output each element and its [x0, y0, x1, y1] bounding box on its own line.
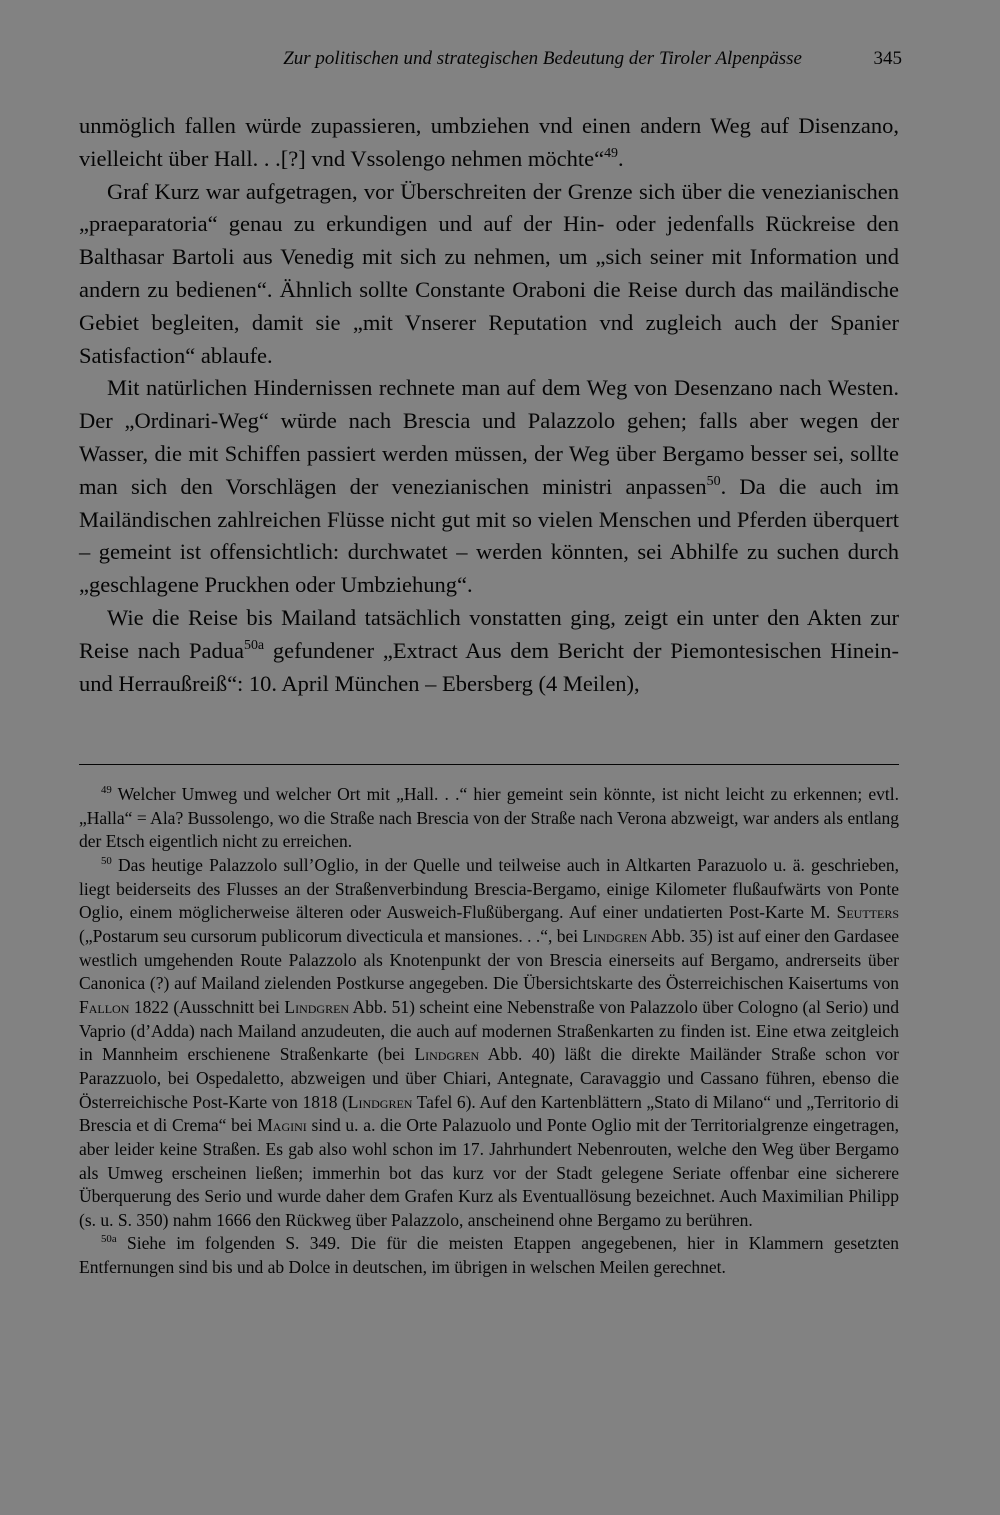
- paragraph-1: unmöglich fallen würde zupassieren, umbziehen vnd einen andern Weg auf Disenzano, vielleicht über Hall. . .[?] vnd Vssolengo nehmen möchte“$^{49}$.: [79, 113, 899, 171]
- paragraph-2: Graf Kurz war aufgetragen, vor Überschreiten der Grenze sich über die venezianischen „praeparatoria“ genau zu erkundigen und auf der Hin- oder jedenfalls Rückreise den Balthasar Bartoli aus Venedig mit sich zu nehmen, um „sich seiner mit Information und andern zu bedienen“. Ähnlich sollte Constante Oraboni die Reise durch das mailändische Gebiet begleiten, damit sie „mit Vnserer Reputation vnd zugleich auch der Spanier Satisfaction“ ablaufe.: [79, 178, 899, 368]
- author-lindgren: Lindgren: [284, 996, 350, 1017]
- footnotes: [79, 783, 899, 1280]
- footnote-50: $^{50}$ Das heutige Palazzolo sull’Oglio, in der Quelle und teilweise auch in Altkarten Parazuolo u. ä. geschrieben, liegt beiderseits des Flusses an der Straßenverbindung Brescia-Bergamo, einige Kilometer flußaufwärts von Ponte Oglio, einem möglicherweise älteren oder Ausweich-Flußübergang. Auf einer undatierten Post-Karte M. Seutters („Postarum seu cursorum publicorum divecticula et mansiones. . .“, bei Lindgren Abb. 35) ist auf einer den Gardasee westlich umgehenden Route Palazzolo als Knotenpunkt der von Brescia einerseits auf Bergamo, andrerseits über Canonica (?) auf Mailand zielenden Postkurse angegeben. Die Übersichtskarte des Österreichischen Kaisertums von Fallon 1822 (Ausschnitt bei Lindgren Abb. 51) scheint eine Nebenstraße von Palazzolo über Cologno (al Serio) und Vaprio (d’Adda) nach Mailand anzudeuten, die auch auf modernen Straßenkarten zu finden ist. Eine etwa zeitgleich in Mannheim erschienene Straßenkarte (bei Lindgren Abb. 40) läßt die direkte Mailänder Straße schon vor Parazzuolo, bei Ospedaletto, abzweigen und über Chiari, Antegnate, Caravaggio und Cassano führen, ebenso die Österreichische Post-Karte von 1818 (Lindgren Tafel 6). Auf den Kartenblättern „Stato di Milano“ und „Territorio di Brescia et di Crema“ bei Magini sind u. a. die Orte Palazuolo und Ponte Oglio mit der Territorialgrenze eingetragen, aber leider keine Straßen. Es gab also wohl schon im 17. Jahrhundert Nebenrouten, welche den Weg über Bergamo als Umweg erscheinen ließen; immerhin bot das kurz vor der Stadt gelegene Seriate offenbar eine sicherere Überquerung des Serio und wurde daher dem Grafen Kurz als Eventuallösung bezeichnet. Auch Maximilian Philipp (s. u. S. 350) nahm 1666 den Rückweg über Palazzolo, anscheinend ohne Bergamo zu berühren.: [79, 854, 900, 1230]
- footnote-49: $^{49}$ Welcher Umweg und welcher Ort mit „Hall. . .“ hier gemeint sein könnte, ist nicht leicht zu erkennen; evtl. „Halla“ = Ala? Bussolengo, wo die Straße nach Brescia von der Straße nach Verona abzweigt, war anders als entlang der Etsch eigentlich nicht zu erreichen.: [79, 783, 899, 852]
- footnote-ref-50a[interactable]: 50a: [243, 637, 265, 653]
- footnote-mark-50: 50: [101, 854, 112, 867]
- author-lindgren: Lindgren: [414, 1044, 480, 1065]
- author-magini: Magini: [257, 1115, 307, 1136]
- paragraph-4: Wie die Reise bis Mailand tatsächlich vonstatten ging, zeigt ein unter den Akten zur Reise nach Padua$^{50a}$ gefundener „Extract Aus dem Bericht der Piemontesischen Hinein- und Herraußreiß“: 10. April München – Ebersberg (4 Meilen),: [79, 604, 900, 696]
- footnote-50a: $^{50a}$ Siehe im folgenden S. 349. Die für die meisten Etappen angegebenen, hier in Klammern gesetzten Entfernungen sind bis und ab Dolce in deutschen, im übrigen in welschen Meilen gerechnet.: [79, 1233, 899, 1278]
- author-lindgren: Lindgren: [582, 925, 648, 946]
- running-title: Zur politischen und strategischen Bedeutung der Tiroler Alpenpässe: [283, 48, 802, 69]
- footnote-mark-49: 49: [101, 783, 112, 796]
- author-lindgren: Lindgren: [347, 1091, 413, 1112]
- page-header: [78, 48, 902, 78]
- main-text: [79, 110, 899, 700]
- author-seutters: Seutters: [836, 902, 899, 923]
- page-number: 345: [873, 48, 902, 69]
- footnote-divider: [79, 764, 899, 765]
- paragraph-3: Mit natürlichen Hindernissen rechnete man auf dem Weg von Desenzano nach Westen. Der „Ordinari-Weg“ würde nach Brescia und Palazzolo gehen; falls aber wegen der Wasser, die mit Schiffen passiert werden müssen, der Weg über Bergamo besser sei, sollte man sich den Vorschlägen der venezianischen ministri anpassen$^{50}$. Da die auch im Mailändischen zahlreichen Flüsse nicht gut mit so vielen Menschen und Pferden überquert – gemeint ist offensichtlich: durchwatet – werden könnten, sei Abhilfe zu suchen durch „geschlagene Pruckhen oder Umbziehung“.: [79, 375, 899, 598]
- footnote-ref-50[interactable]: 50: [706, 473, 721, 489]
- footnote-mark-50a: 50a: [101, 1233, 117, 1246]
- footnote-ref-49[interactable]: 49: [604, 145, 618, 161]
- author-fallon: Fallon: [79, 996, 130, 1017]
